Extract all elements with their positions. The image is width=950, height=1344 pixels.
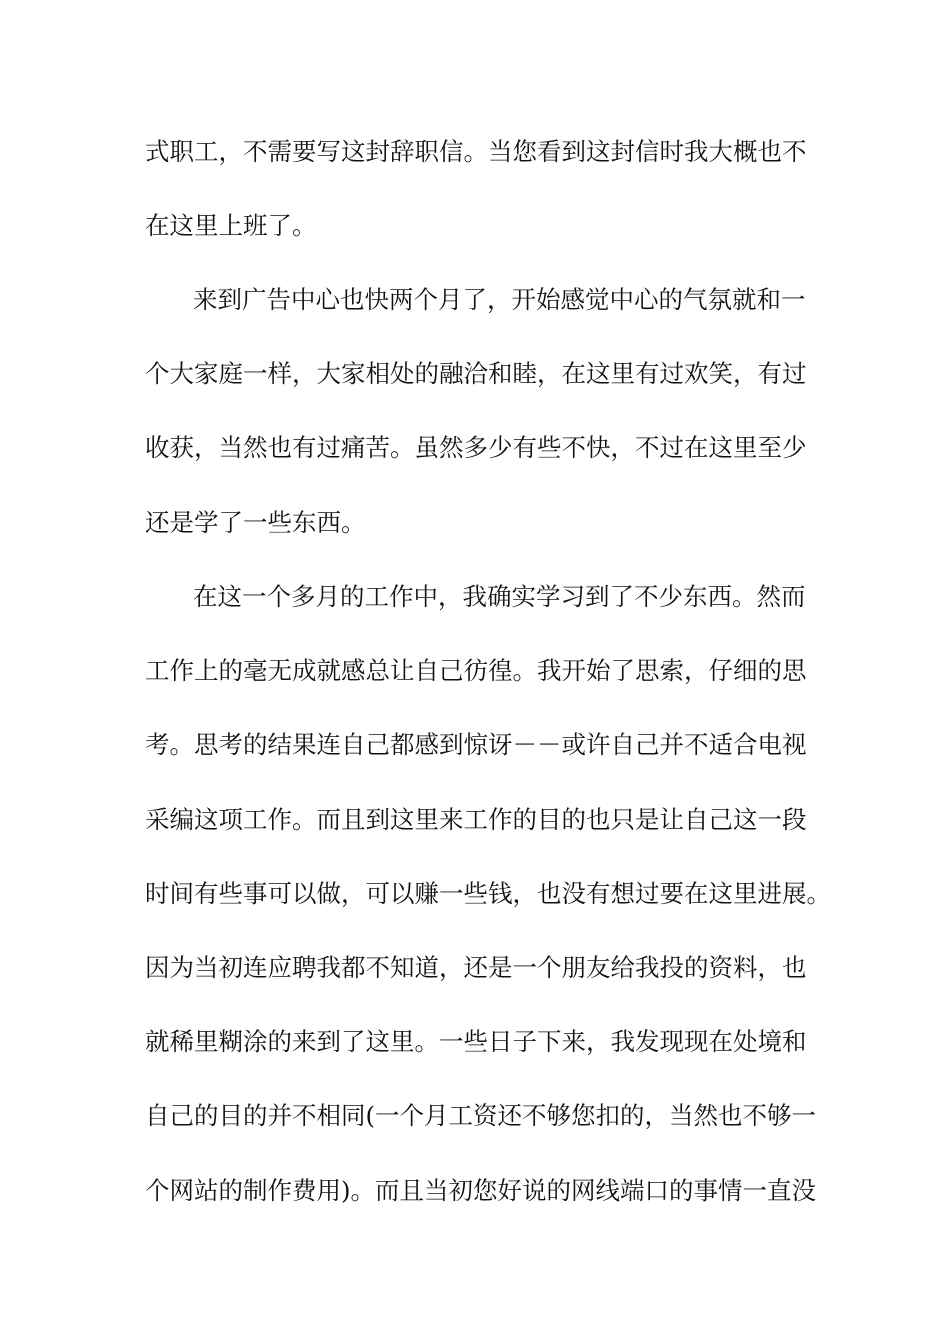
text-line-3: 来到广告中心也快两个月了，开始感觉中心的气氛就和一 (193, 285, 806, 314)
text-line-7: 在这一个多月的工作中，我确实学习到了不少东西。然而 (193, 582, 806, 611)
text-line-2: 在这里上班了。 (145, 211, 317, 240)
text-line-8: 工作上的毫无成就感总让自己彷徨。我开始了思索，仔细的思 (145, 656, 807, 685)
text-line-1: 式职工，不需要写这封辞职信。当您看到这封信时我大概也不 (145, 137, 807, 166)
text-line-12: 因为当初连应聘我都不知道，还是一个朋友给我投的资料，也 (145, 953, 807, 982)
text-line-6: 还是学了一些东西。 (145, 508, 366, 537)
text-line-15: 个网站的制作费用)。而且当初您好说的网线端口的事情一直没 (145, 1176, 817, 1205)
text-line-13: 就稀里糊涂的来到了这里。一些日子下来，我发现现在处境和 (145, 1027, 807, 1056)
text-line-4: 个大家庭一样，大家相处的融洽和睦，在这里有过欢笑，有过 (145, 359, 807, 388)
text-line-10: 采编这项工作。而且到这里来工作的目的也只是让自己这一段 (145, 805, 807, 834)
text-line-14: 自己的目的并不相同(一个月工资还不够您扣的，当然也不够一 (145, 1101, 817, 1130)
text-line-11: 时间有些事可以做，可以赚一些钱，也没有想过要在这里进展。 (145, 879, 831, 908)
text-line-9: 考。思考的结果连自己都感到惊讶－－或许自己并不适合电视 (145, 730, 807, 759)
text-line-5: 收获，当然也有过痛苦。虽然多少有些不快，不过在这里至少 (145, 433, 807, 462)
